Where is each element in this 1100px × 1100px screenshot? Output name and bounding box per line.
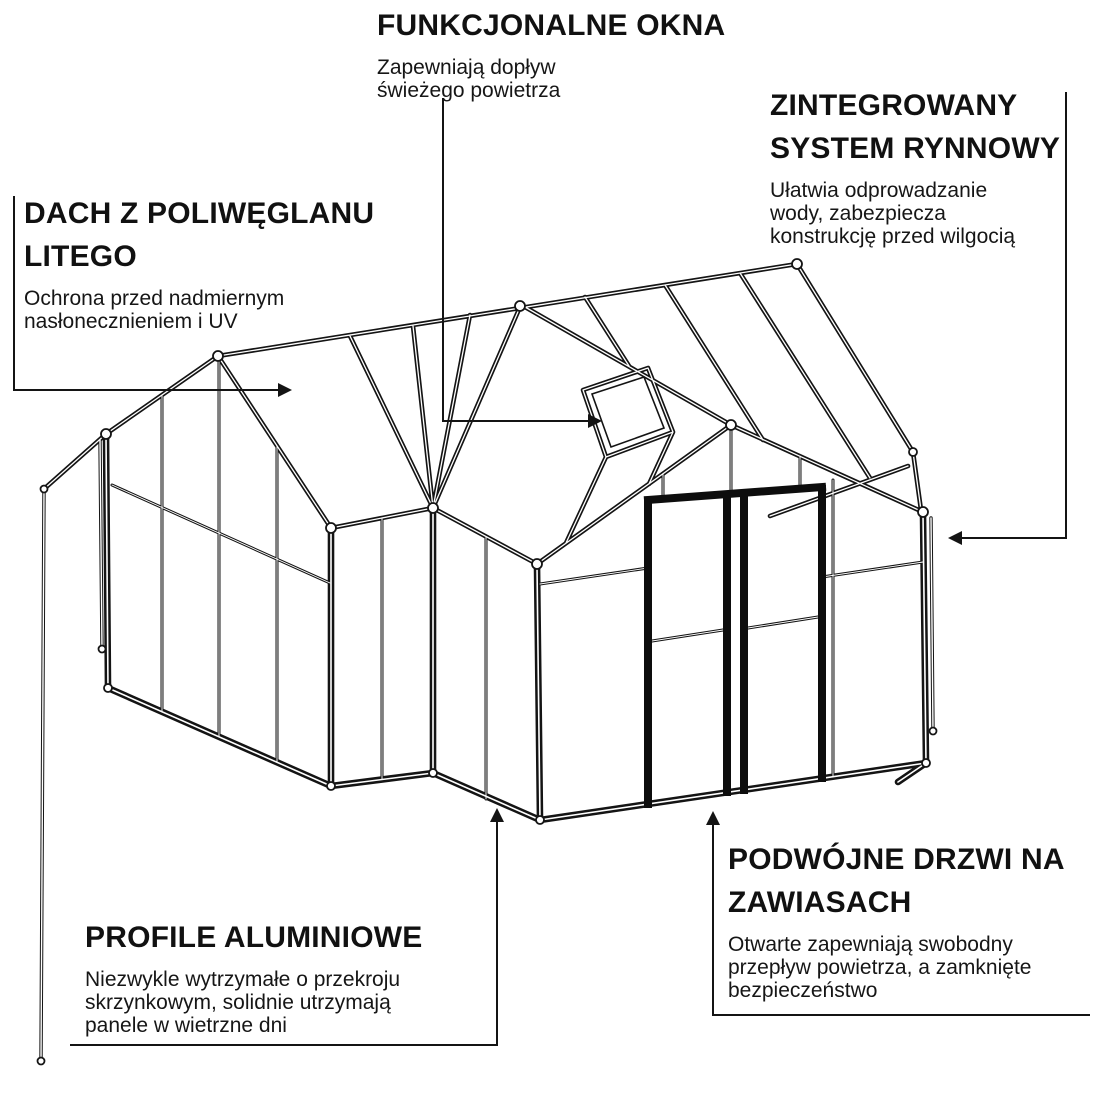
- callout-body-line: Otwarte zapewniają swobodny: [728, 933, 1013, 956]
- callout-functional-windows: [377, 4, 725, 102]
- callout-polycarbonate-roof: [24, 192, 374, 333]
- callout-gutter-system: [770, 84, 1060, 248]
- callout-title: DACH Z POLIWĘGLANU: [24, 197, 375, 230]
- callout-body-line: Ochrona przed nadmiernym: [24, 287, 285, 310]
- callout-body-line: Zapewniają dopływ: [377, 56, 556, 79]
- callout-body-line: bezpieczeństwo: [728, 979, 878, 1002]
- callout-title: SYSTEM RYNNOWY: [770, 132, 1061, 165]
- callout-title: FUNKCJONALNE OKNA: [377, 9, 726, 42]
- callout-body-line: panele w wietrzne dni: [85, 1014, 287, 1037]
- double-doors: [648, 487, 822, 804]
- callout-title: PODWÓJNE DRZWI NA: [728, 843, 1065, 876]
- callout-body-line: Ułatwia odprowadzanie: [770, 179, 988, 202]
- callout-body-line: wody, zabezpiecza: [770, 202, 946, 225]
- callout-title: PROFILE ALUMINIOWE: [85, 921, 423, 954]
- callout-aluminium-profiles: [85, 916, 422, 1037]
- callout-body-line: konstrukcję przed wilgocią: [770, 225, 1016, 248]
- callout-body-line: skrzynkowym, solidnie utrzymają: [85, 991, 391, 1014]
- callout-double-doors: [728, 838, 1065, 1002]
- callout-title: ZINTEGROWANY: [770, 89, 1018, 122]
- callout-body-line: nasłonecznieniem i UV: [24, 310, 238, 333]
- callout-body-line: Niezwykle wytrzymałe o przekroju: [85, 968, 401, 991]
- leader-windows-arrow: [443, 98, 602, 428]
- callout-body-line: świeżego powietrza: [377, 79, 561, 102]
- callout-body-line: przepływ powietrza, a zamknięte: [728, 956, 1032, 979]
- callout-title: ZAWIASACH: [728, 886, 912, 919]
- callout-title: LITEGO: [24, 240, 137, 273]
